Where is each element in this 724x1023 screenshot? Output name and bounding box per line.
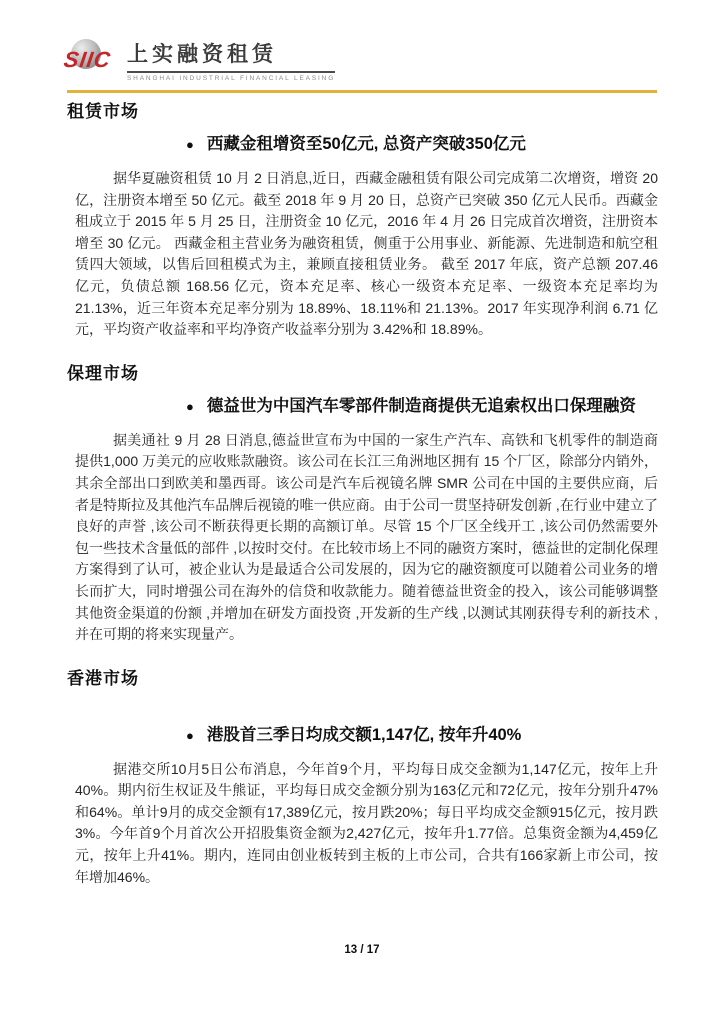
bullet-icon: ● [186,398,194,414]
section-title: 香港市场 [67,668,139,688]
article-headline: 德益世为中国汽车零部件制造商提供无追索权出口保理融资 [206,396,636,415]
bullet-icon: ● [186,137,194,152]
company-name-en: SHANGHAI INDUSTRIAL FINANCIAL LEASING [127,75,336,82]
article-body: 据华夏融资租赁 10 月 2 日消息,近日，西藏金融租赁有限公司完成第二次增资，增资 20 亿，注册资本增至 50 亿元。截至 2018 年 9 月 20 日，总资产已突破 350 亿元人民币。西藏金租成立于 2015 年 5 月 25 日，注册资金 10 亿元，2016 年 4 月 26 日完成首次增资，注册资本增至 30 亿元。 西藏金租主营业务为融资租赁，侧重于公用事业、新能源、先进制造和航空租赁四大领域，以售后回租模式为主，兼顾直接租赁业务。 截至 2017 年底，资产总额 207.46 亿元，负债总额 168.56 亿元，资本充足率、核心一级资本充足率、一级资本充足率均为 21.13%，近三年资本充足率分别为 18.89%、18.11%和 21.13%。2017 年实现净利润 6.71 亿元，平均资产收益率和平均净资产收益率分别为 3.42%和 18.89%。 [75,170,658,338]
logo-wordmark [127,36,335,82]
bullet-icon: ● [186,727,194,743]
section-hongkong-market [0,664,724,889]
gold-divider [67,90,657,93]
article-headline: 西藏金租增资至50亿元, 总资产突破350亿元 [206,135,526,153]
article-headline: 港股首三季日均成交额1,147亿, 按年升40% [206,725,522,744]
article-headline-row [186,395,724,418]
company-logo [64,36,335,82]
siic-logo-icon [64,36,122,76]
page-number: 13 / 17 [344,944,380,956]
article-body: 据港交所10月5日公布消息，今年首9个月，平均每日成交金额为1,147亿元，按年上升40%。期内衍生权证及牛熊证，平均每日成交金额分别为163亿元和72亿元，按年分别升47%和64%。单计9月的成交金额有17,389亿元，按月跌20%；每日平均成交金额915亿元，按月跌3%。今年首9个月首次公开招股集资金额为2,427亿元，按年升1.77倍。总集资金额为4,459亿元，按年上升41%。期内，连同由创业板转到主板的上市公司，合共有166家新上市公司，按年增加46%。 [75,760,658,885]
company-name-cn: 上实融资租赁 [127,38,335,73]
logo-siic-text: SIIC [62,47,113,72]
section-title: 保理市场 [67,363,139,383]
section-title: 租赁市场 [67,102,139,121]
article-headline-row [186,133,724,156]
article-headline-row [186,724,724,747]
article-body: 据美通社 9 月 28 日消息,德益世宣布为中国的一家生产汽车、高铁和飞机零件的制造商提供1,000 万美元的应收账款融资。该公司在长江三角洲地区拥有 15 个厂区，除部分内销外，其余全部出口到欧美和墨西哥。该公司是汽车后视镜名牌 SMR 公司在中国的主要供应商，后者是特斯拉及其他汽车品牌后视镜的唯一供应商。由于公司一贯坚持研发创新 ,在行业中建立了良好的声誉 ,该公司不断获得更长期的高额订单。尽管 15 个厂区全线开工 ,该公司仍然需要外包一些技术含量低的部件 ,以按时交付。在比较市场上不同的融资方案时，德益世的定制化保理方案得到了认可，被企业认为是最适合公司发展的，因为它的融资额度可以随着公司业务的增长而扩大，同时增强公司在海外的信贷和收款能力。随着德益世资金的投入，该公司能够调整其他资金渠道的份额 ,并增加在研发方面投资 ,开发新的生产线 ,以测试其刚获得专利的新技术 ,并在可期的将来实现量产。 [75,431,658,643]
section-leasing-market [0,97,724,341]
section-factoring-market [0,359,724,646]
newsletter-content [0,97,724,888]
